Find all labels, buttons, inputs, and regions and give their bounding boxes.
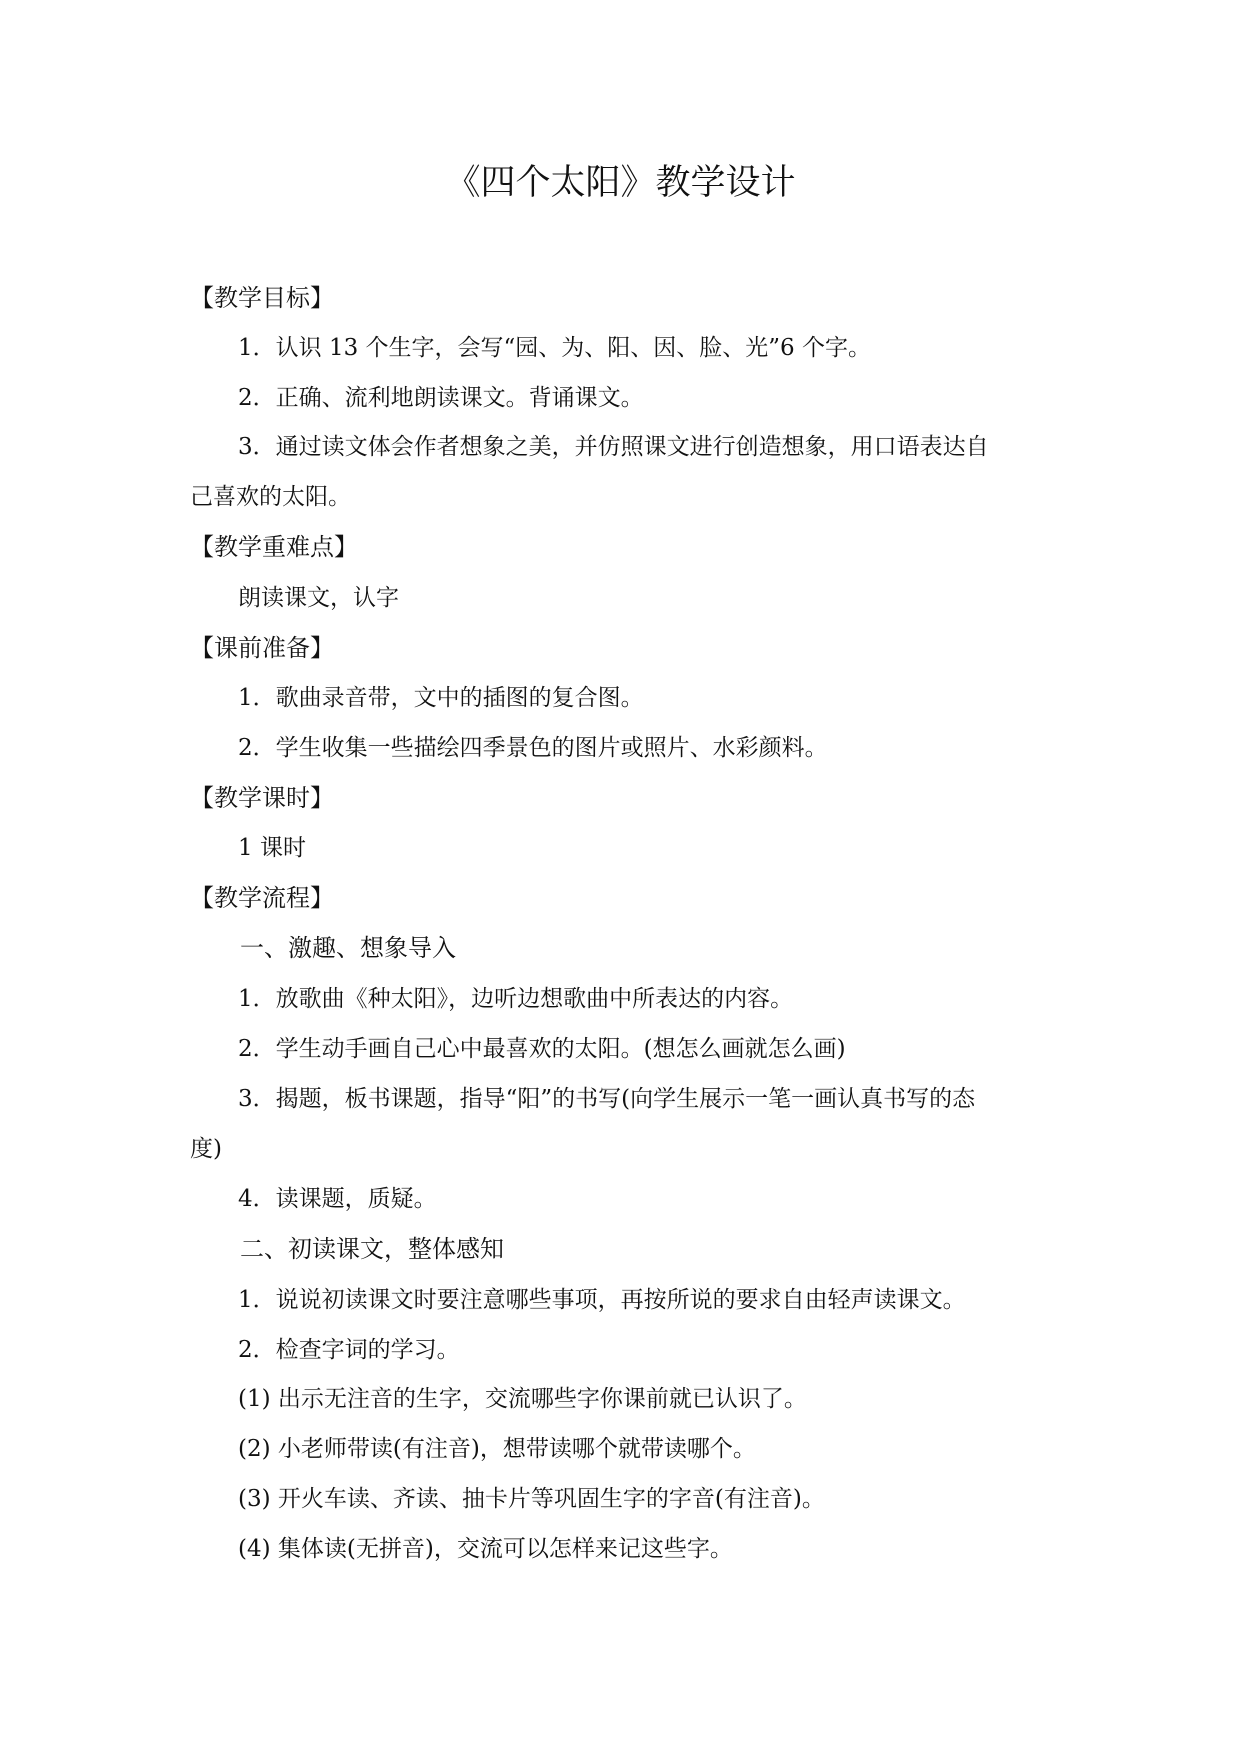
key-points-text: 朗读课文，认字 bbox=[238, 585, 399, 611]
document-title: 《四个太阳》教学设计 bbox=[445, 163, 796, 203]
preparation-item-2: 2．学生收集一些描绘四季景色的图片或照片、水彩颜料。 bbox=[238, 735, 828, 761]
hours-text: 1 课时 bbox=[238, 835, 306, 861]
part1-item-2: 2．学生动手画自己心中最喜欢的太阳。(想怎么画就怎么画) bbox=[238, 1036, 846, 1062]
part1-item-3: 3．揭题，板书课题，指导“阳”的书写(向学生展示一笔一画认真书写的态 bbox=[238, 1086, 976, 1112]
goal-item-2: 2．正确、流利地朗读课文。背诵课文。 bbox=[238, 385, 644, 411]
part1-item-3-continued: 度) bbox=[190, 1136, 222, 1162]
preparation-heading: 【课前准备】 bbox=[190, 634, 334, 662]
part2-subitem-2: (2) 小老师带读(有注音)，想带读哪个就带读哪个。 bbox=[238, 1436, 756, 1462]
goals-heading: 【教学目标】 bbox=[190, 284, 334, 312]
process-heading: 【教学流程】 bbox=[190, 884, 334, 912]
goal-item-1: 1．认识 13 个生字，会写“园、为、阳、因、脸、光”6 个字。 bbox=[238, 335, 871, 361]
part2-subitem-4: (4) 集体读(无拼音)，交流可以怎样来记这些字。 bbox=[238, 1536, 733, 1562]
part1-item-1: 1．放歌曲《种太阳》，边听边想歌曲中所表达的内容。 bbox=[238, 986, 794, 1012]
part1-item-4: 4．读课题，质疑。 bbox=[238, 1186, 437, 1212]
part2-subitem-3: (3) 开火车读、齐读、抽卡片等巩固生字的字音(有注音)。 bbox=[238, 1486, 825, 1512]
process-part2-heading: 二、初读课文，整体感知 bbox=[240, 1235, 504, 1263]
goal-item-3-continued: 己喜欢的太阳。 bbox=[190, 484, 351, 510]
part2-item-1: 1．说说初读课文时要注意哪些事项，再按所说的要求自由轻声读课文。 bbox=[238, 1287, 966, 1313]
process-part1-heading: 一、激趣、想象导入 bbox=[240, 934, 456, 962]
part2-item-2: 2．检查字词的学习。 bbox=[238, 1337, 460, 1363]
goal-item-3: 3．通过读文体会作者想象之美，并仿照课文进行创造想象，用口语表达自 bbox=[238, 434, 989, 460]
part2-subitem-1: (1) 出示无注音的生字，交流哪些字你课前就已认识了。 bbox=[238, 1386, 807, 1412]
hours-heading: 【教学课时】 bbox=[190, 784, 334, 812]
preparation-item-1: 1．歌曲录音带，文中的插图的复合图。 bbox=[238, 685, 644, 711]
key-points-heading: 【教学重难点】 bbox=[190, 533, 358, 561]
